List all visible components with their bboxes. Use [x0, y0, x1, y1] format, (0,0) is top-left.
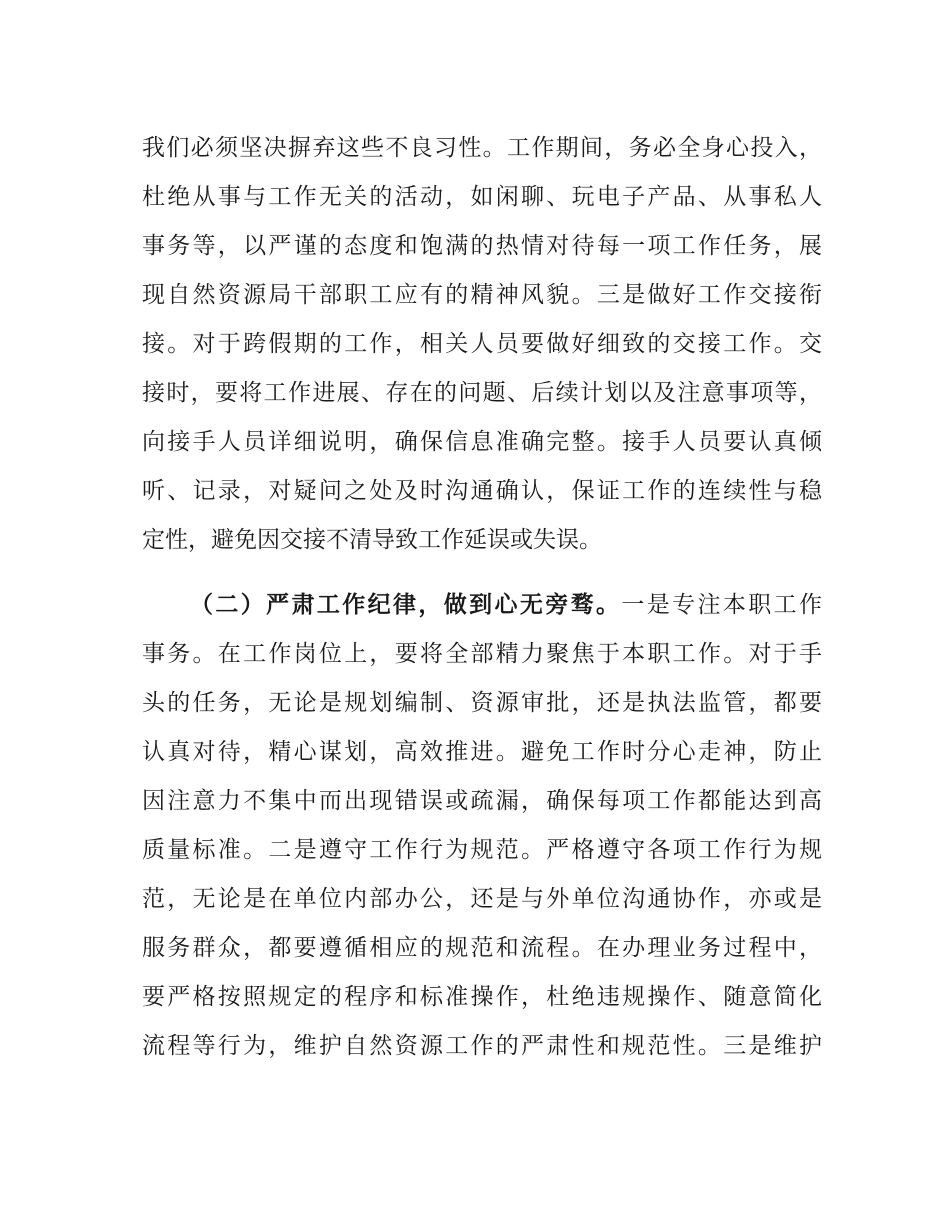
- text-line: 头的任务，无论是规划编制、资源审批，还是执法监管，都要: [142, 690, 822, 716]
- text-line: 接时，要将工作进展、存在的问题、后续计划以及注意事项等，: [142, 380, 822, 406]
- text-line: 向接手人员详细说明，确保信息准确完整。接手人员要认真倾: [142, 429, 822, 455]
- text-line: 定性，避免因交接不清导致工作延误或失误。: [142, 527, 602, 553]
- text-span: 一是专注本职工作: [621, 592, 822, 618]
- text-line: 认真对待，精心谋划，高效推进。避免工作时分心走神，防止: [142, 739, 822, 765]
- text-line: 接。对于跨假期的工作，相关人员要做好细致的交接工作。交: [142, 331, 822, 357]
- text-line: 现自然资源局干部职工应有的精神风貌。三是做好工作交接衔: [142, 282, 822, 308]
- section-heading-line: [190, 585, 822, 625]
- text-line: 流程等行为，维护自然资源工作的严肃性和规范性。三是维护: [142, 1033, 822, 1059]
- text-line: 质量标准。二是遵守工作行为规范。严格遵守各项工作行为规: [142, 837, 822, 863]
- text-line: 听、记录，对疑问之处及时沟通确认，保证工作的连续性与稳: [142, 478, 822, 504]
- text-line: 要严格按照规定的程序和标准操作，杜绝违规操作、随意简化: [142, 984, 822, 1010]
- text-line: 杜绝从事与工作无关的活动，如闲聊、玩电子产品、从事私人: [142, 184, 822, 210]
- text-line: 事务。在工作岗位上，要将全部精力聚焦于本职工作。对于手: [142, 641, 822, 667]
- text-line: 事务等，以严谨的态度和饱满的热情对待每一项工作任务，展: [142, 233, 822, 259]
- text-line: 范，无论是在单位内部办公，还是与外单位沟通协作，亦或是: [142, 886, 822, 912]
- text-line: 服务群众，都要遵循相应的规范和流程。在办理业务过程中，: [142, 935, 822, 961]
- text-line: 因注意力不集中而出现错误或疏漏，确保每项工作都能达到高: [142, 788, 822, 814]
- section-heading: （二）严肃工作纪律，做到心无旁骛。: [190, 592, 622, 618]
- text-line: 我们必须坚决摒弃这些不良习性。工作期间，务必全身心投入，: [142, 135, 822, 161]
